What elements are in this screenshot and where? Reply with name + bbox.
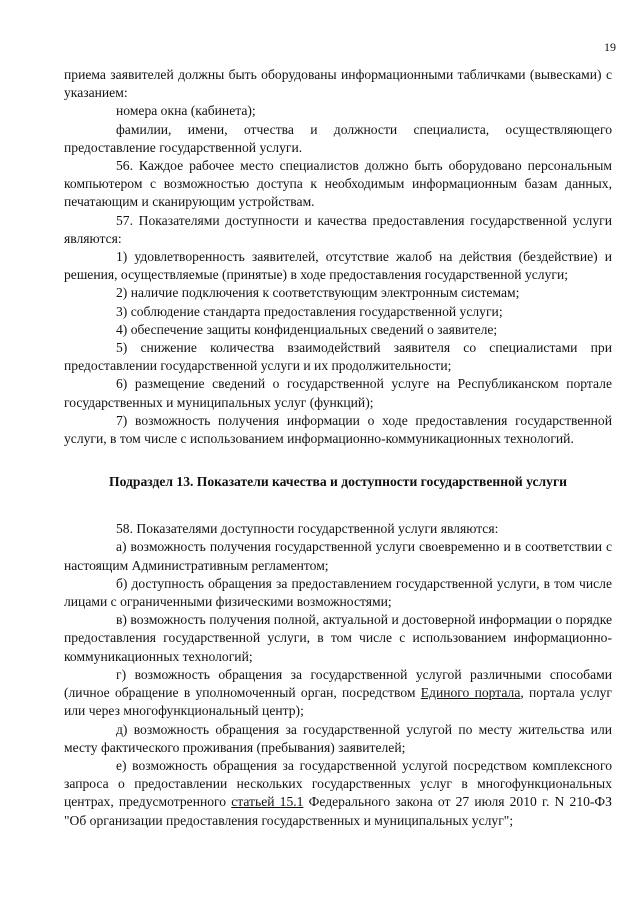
paragraph-56: 56. Каждое рабочее место специалистов должно быть оборудовано персональным компьютером с возможностью доступа к необходимым информационным базам данных, печатающим и сканирующим устройствам.	[64, 158, 612, 210]
list-item-58-e	[64, 757, 612, 830]
text-fragment: г) возможность обращения за государственной услугой различными способами (личное обращение в уполномоченный орган, посредством	[64, 666, 612, 701]
list-item-57-6: 6) размещение сведений о государственной услуге на Республиканском портале государственных и муниципальных услуг (функций);	[64, 376, 612, 410]
list-item-57-7: 7) возможность получения информации о ходе предоставления государственной услуги, в том числе с использованием информационно-коммуникационных технологий.	[64, 412, 612, 447]
list-item-57-4: 4) обеспечение защиты конфиденциальных сведений о заявителе;	[116, 321, 498, 337]
paragraph-2: номера окна (кабинета);	[116, 103, 256, 119]
paragraph-58: 58. Показателями доступности государственной услуги являются:	[116, 521, 499, 537]
article-15-1-link[interactable]: статьей 15.1	[231, 794, 304, 810]
text-fragment: е) возможность обращения за государственной услугой посредством комплексного запроса о предоставлении нескольких государственных услуг в многофункциональных центрах, предусмотренного	[64, 757, 612, 810]
list-item-58-b: б) доступность обращения за предоставлением государственной услуги, в том числе лицами с ограниченными физическими возможностями;	[64, 575, 612, 610]
list-item-57-5: 5) снижение количества взаимодействий заявителя со специалистами при предоставлении государственной услуги и их продолжительности;	[64, 340, 612, 374]
section-heading: Подраздел 13. Показатели качества и доступности государственной услуги	[109, 474, 567, 490]
unified-portal-link[interactable]: Единого портала	[420, 685, 521, 701]
list-item-57-3: 3) соблюдение стандарта предоставления государственной услуги;	[116, 303, 503, 319]
list-item-57-2: 2) наличие подключения к соответствующим электронным системам;	[116, 285, 520, 301]
paragraph-1: приема заявителей должны быть оборудованы информационными табличками (вывесками) с указанием:	[64, 67, 612, 101]
paragraph-57: 57. Показателями доступности и качества предоставления государственной услуги являются:	[64, 212, 612, 246]
page-number: 19	[604, 40, 616, 54]
list-item-58-g	[64, 666, 612, 721]
paragraph-3: фамилии, имени, отчества и должности специалиста, осуществляющего предоставление государственной услуги.	[64, 121, 612, 155]
list-item-58-v: в) возможность получения полной, актуальной и достоверной информации о порядке предоставления государственной услуги, в том числе с использованием информационно-коммуникационных технологий;	[64, 612, 612, 664]
list-item-57-1: 1) удовлетворенность заявителей, отсутствие жалоб на действия (бездействие) и решения, осуществляемые (принятые) в ходе предоставления государственной услуги;	[64, 249, 612, 283]
text-fragment: , портала услуг или через многофункциональный центр);	[64, 685, 613, 719]
document-body	[64, 66, 612, 830]
list-item-58-a: а) возможность получения государственной услуги своевременно и в соответствии с настоящим Административным регламентом;	[64, 539, 612, 573]
list-item-58-d: д) возможность обращения за государственной услугой по месту жительства или месту фактического проживания (пребывания) заявителей;	[64, 721, 612, 755]
text-fragment: Федерального закона от 27 июля 2010 г. N 210-ФЗ "Об организации предоставления государственных и муниципальных услуг";	[64, 794, 612, 828]
